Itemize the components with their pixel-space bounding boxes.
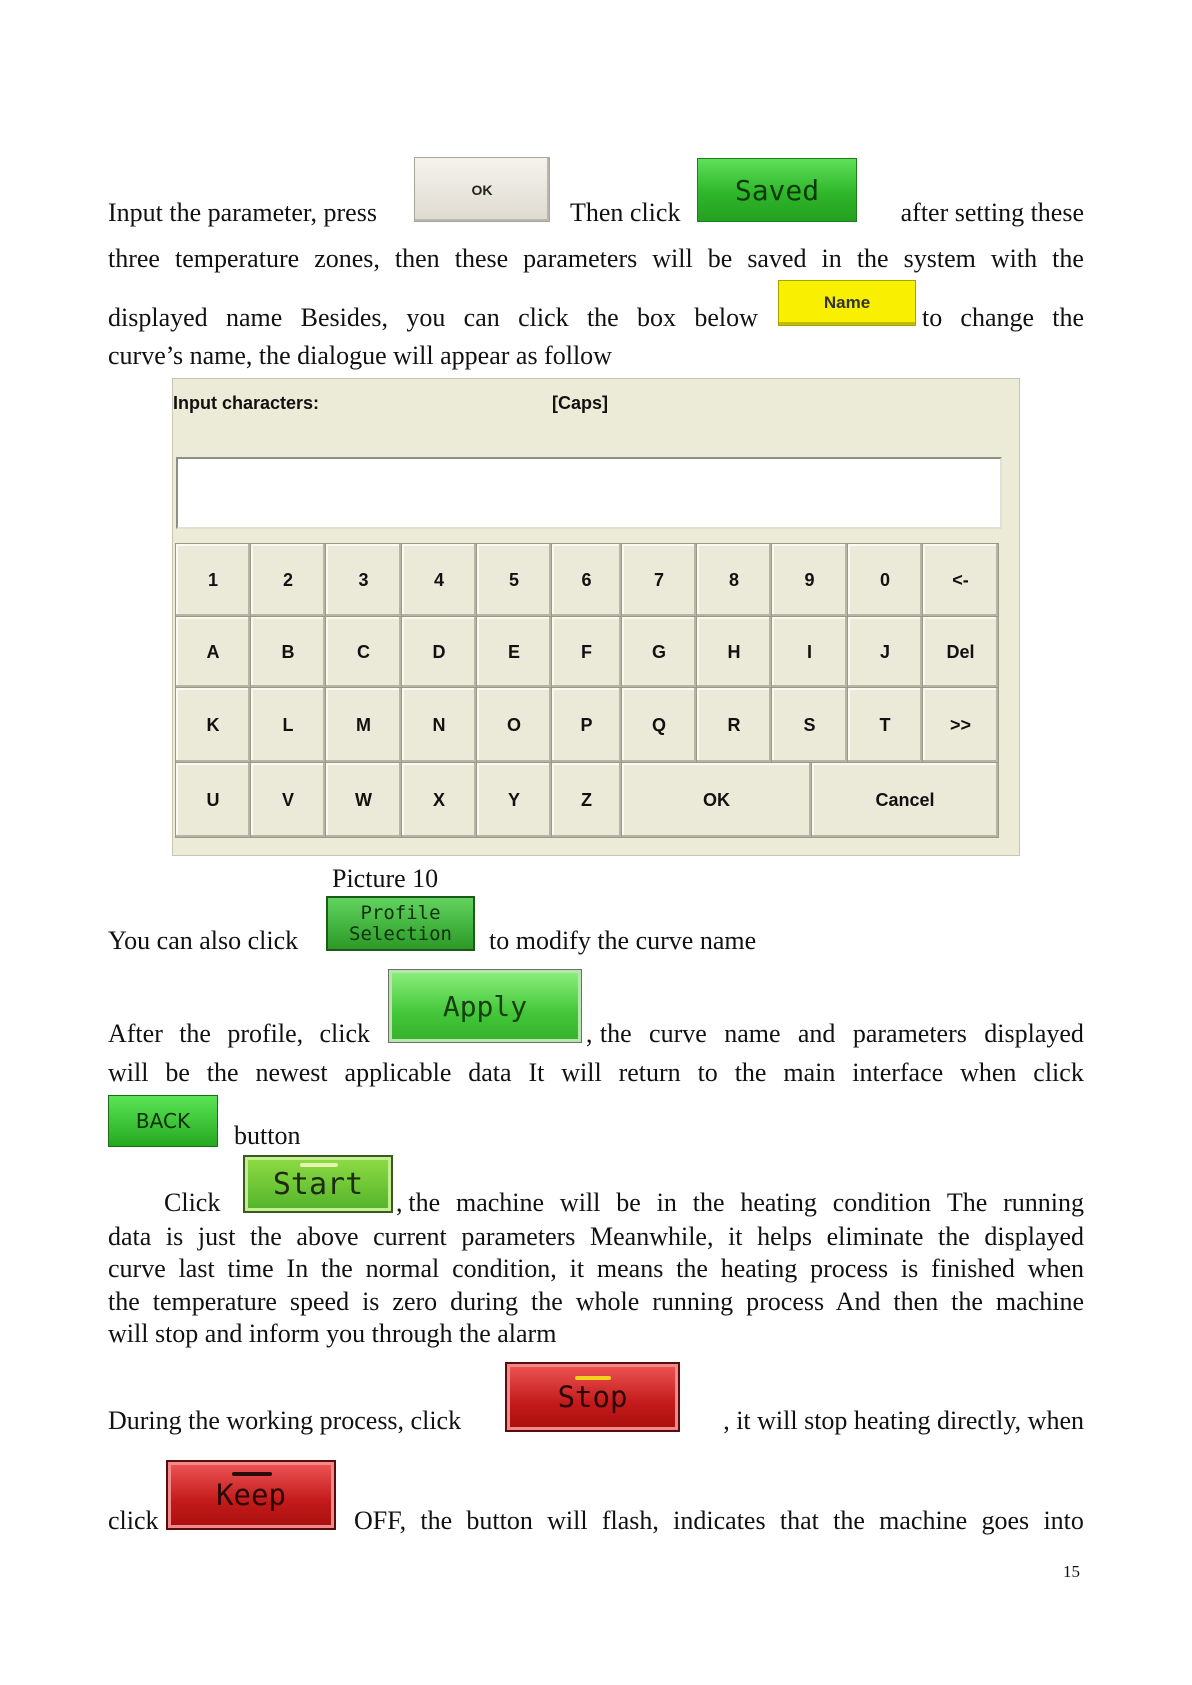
stop-button[interactable]	[505, 1362, 680, 1432]
key-g[interactable]: G	[621, 616, 697, 688]
key-y[interactable]: Y	[476, 762, 552, 838]
name-button[interactable]	[778, 280, 916, 326]
keep-button-indicator	[232, 1472, 272, 1476]
keep-button[interactable]	[166, 1460, 336, 1530]
para4-click: Click	[164, 1188, 221, 1217]
back-button[interactable]	[108, 1095, 218, 1147]
caps-indicator: [Caps]	[552, 393, 609, 413]
key-j[interactable]: J	[847, 616, 923, 688]
key-del[interactable]: Del	[922, 616, 999, 688]
key-3[interactable]: 3	[325, 543, 402, 617]
para4-line5: will stop and inform you through the alarm	[108, 1319, 557, 1348]
key-v[interactable]: V	[250, 762, 326, 838]
key-p[interactable]: P	[551, 687, 622, 763]
keyboard-cancel-button[interactable]: Cancel	[811, 762, 999, 838]
key-w[interactable]: W	[325, 762, 402, 838]
name-button-label: Name	[823, 293, 871, 312]
key-9[interactable]: 9	[771, 543, 848, 617]
dialog-title: Input characters:	[173, 393, 320, 413]
key-h[interactable]: H	[696, 616, 772, 688]
para1-line3a: displayed name Besides, you can click the box below	[108, 303, 758, 332]
stop-button-label: Stop	[557, 1380, 628, 1414]
key-e[interactable]: E	[476, 616, 552, 688]
para3-line1a: After the profile, click	[108, 1019, 370, 1048]
start-button[interactable]	[243, 1155, 393, 1213]
para5-text-c: click	[108, 1506, 159, 1535]
key-k[interactable]: K	[175, 687, 251, 763]
stop-button-indicator	[575, 1376, 611, 1380]
key-2[interactable]: 2	[250, 543, 326, 617]
key-f[interactable]: F	[551, 616, 622, 688]
para4-line3: curve last time In the normal condition, it means the heating process is finished when	[108, 1254, 1084, 1283]
para3-line3: button	[234, 1121, 301, 1150]
key-t[interactable]: T	[847, 687, 923, 763]
key-o[interactable]: O	[476, 687, 552, 763]
ok-button-label: OK	[471, 181, 493, 198]
para2-text-b: to modify the curve name	[489, 926, 757, 955]
figure-caption: Picture 10	[332, 864, 439, 893]
para1-text-a: Input the parameter, press	[108, 198, 377, 227]
keyboard-ok-button[interactable]: OK	[621, 762, 812, 838]
key-i[interactable]: I	[771, 616, 848, 688]
characters-input[interactable]	[176, 457, 1002, 529]
key-n[interactable]: N	[401, 687, 477, 763]
para5-text-a: During the working process, click	[108, 1406, 462, 1435]
key-z[interactable]: Z	[551, 762, 622, 838]
para1-line3b: to change the	[922, 303, 1084, 332]
para1-text-c: after setting these	[900, 198, 1084, 227]
para3-line2: will be the newest applicable data It will return to the main interface when click	[108, 1058, 1084, 1087]
para5-text-b: , it will stop heating directly, when	[723, 1406, 1084, 1435]
apply-button[interactable]	[388, 969, 582, 1043]
back-button-label: BACK	[135, 1109, 191, 1133]
key-6[interactable]: 6	[551, 543, 622, 617]
key-r[interactable]: R	[696, 687, 772, 763]
para4-line4: the temperature speed is zero during the whole running process And then the machine	[108, 1287, 1084, 1316]
key-a[interactable]: A	[175, 616, 251, 688]
page-number: 15	[1063, 1562, 1080, 1581]
key-next[interactable]: >>	[922, 687, 999, 763]
key-l[interactable]: L	[250, 687, 326, 763]
para2-text-a: You can also click	[108, 926, 299, 955]
para5-line2: OFF, the button will flash, indicates that the machine goes into	[354, 1506, 1084, 1535]
start-button-indicator	[300, 1163, 338, 1167]
start-button-label: Start	[272, 1166, 364, 1202]
para1-line4: curve’s name, the dialogue will appear as follow	[108, 341, 612, 370]
profile-selection-button[interactable]	[326, 896, 475, 951]
key-m[interactable]: M	[325, 687, 402, 763]
para4-line2: data is just the above current parameters Meanwhile, it helps eliminate the displayed	[108, 1222, 1084, 1251]
saved-button-label: Saved	[734, 173, 820, 207]
key-b[interactable]: B	[250, 616, 326, 688]
key-5[interactable]: 5	[476, 543, 552, 617]
key-4[interactable]: 4	[401, 543, 477, 617]
key-c[interactable]: C	[325, 616, 402, 688]
keep-button-label: Keep	[216, 1478, 286, 1512]
key-7[interactable]: 7	[621, 543, 697, 617]
para4-line1b: , the machine will be in the heating condition The running	[396, 1188, 1084, 1217]
profile-selection-label-2: Selection	[349, 922, 452, 945]
key-1[interactable]: 1	[175, 543, 251, 617]
apply-button-label: Apply	[442, 989, 528, 1023]
key-8[interactable]: 8	[696, 543, 772, 617]
para1-line2: three temperature zones, then these parameters will be saved in the system with the	[108, 244, 1084, 273]
key-s[interactable]: S	[771, 687, 848, 763]
key-x[interactable]: X	[401, 762, 477, 838]
para1-text-b: Then click	[570, 198, 681, 227]
key-u[interactable]: U	[175, 762, 251, 838]
ok-button[interactable]	[414, 157, 550, 222]
key-backspace[interactable]: <-	[922, 543, 999, 617]
saved-button[interactable]	[697, 158, 857, 222]
para3-line1b: , the curve name and parameters displayed	[586, 1019, 1084, 1048]
key-d[interactable]: D	[401, 616, 477, 688]
key-q[interactable]: Q	[621, 687, 697, 763]
key-0[interactable]: 0	[847, 543, 923, 617]
profile-selection-label-1: Profile	[360, 901, 441, 924]
input-characters-dialog	[172, 378, 1020, 856]
